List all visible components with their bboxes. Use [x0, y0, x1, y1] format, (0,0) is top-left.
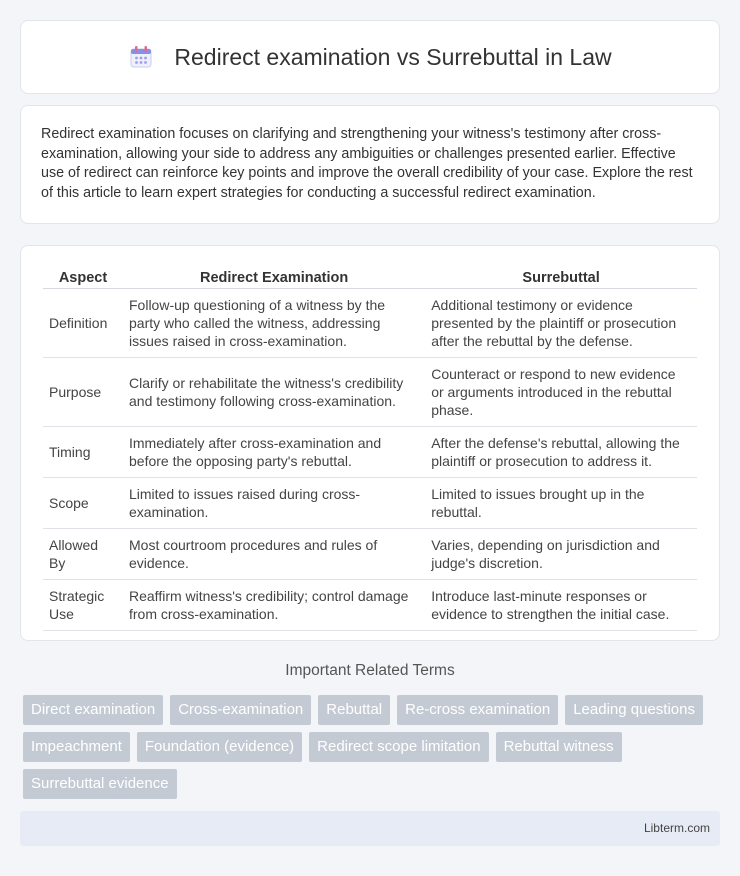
aspect-cell: Allowed By: [43, 529, 123, 580]
aspect-cell: Timing: [43, 427, 123, 478]
table-header-row: [43, 264, 697, 289]
redirect-cell: Clarify or rehabilitate the witness's credibility and testimony following cross-examination.: [123, 358, 425, 427]
redirect-cell: Limited to issues raised during cross-examination.: [123, 478, 425, 529]
aspect-cell: Definition: [43, 289, 123, 358]
footer: [20, 811, 720, 846]
surrebuttal-cell: After the defense's rebuttal, allowing the plaintiff or prosecution to address it.: [425, 427, 697, 478]
redirect-cell: Reaffirm witness's credibility; control damage from cross-examination.: [123, 580, 425, 631]
surrebuttal-cell: Counteract or respond to new evidence or arguments introduced in the rebuttal phase.: [425, 358, 697, 427]
table-row: [43, 289, 697, 358]
table-row: [43, 427, 697, 478]
related-terms-heading: Important Related Terms: [285, 662, 455, 679]
comparison-table: [43, 264, 697, 631]
table-row: [43, 358, 697, 427]
surrebuttal-cell: Additional testimony or evidence presented by the plaintiff or prosecution after the rebuttal by the defense.: [425, 289, 697, 358]
surrebuttal-cell: Introduce last-minute responses or evidence to strengthen the initial case.: [425, 580, 697, 631]
redirect-cell: Follow-up questioning of a witness by the party who called the witness, addressing issues raised in cross-examination.: [123, 289, 425, 358]
header-aspect: Aspect: [43, 264, 123, 289]
related-term-tag[interactable]: Re-cross examination: [397, 695, 558, 725]
related-term-tag[interactable]: Leading questions: [565, 695, 703, 725]
related-term-tag[interactable]: Surrebuttal evidence: [23, 769, 177, 799]
aspect-cell: Purpose: [43, 358, 123, 427]
related-term-tag[interactable]: Direct examination: [23, 695, 163, 725]
comparison-table-card: [20, 245, 720, 641]
table-row: [43, 580, 697, 631]
table-row: [43, 478, 697, 529]
surrebuttal-cell: Varies, depending on jurisdiction and judge's discretion.: [425, 529, 697, 580]
related-term-tag[interactable]: Foundation (evidence): [137, 732, 302, 762]
surrebuttal-cell: Limited to issues brought up in the rebuttal.: [425, 478, 697, 529]
header-surrebuttal: Surrebuttal: [425, 264, 697, 289]
calendar-icon: [128, 44, 154, 70]
intro-paragraph: Redirect examination focuses on clarifying and strengthening your witness's testimony after cross-examination, allowing your side to address any ambiguities or challenges presented earlier. Effective use of redirect can reinforce key points and improve the overall credibility of your case. Explore the rest of this article to learn expert strategies for conducting a successful redirect examination.: [41, 126, 693, 201]
aspect-cell: Strategic Use: [43, 580, 123, 631]
related-term-tag[interactable]: Rebuttal: [318, 695, 390, 725]
related-term-tag[interactable]: Redirect scope limitation: [309, 732, 488, 762]
header-card: [20, 20, 720, 94]
related-term-tag[interactable]: Impeachment: [23, 732, 130, 762]
related-term-tag[interactable]: Rebuttal witness: [496, 732, 622, 762]
page-title: Redirect examination vs Surrebuttal in Law: [174, 43, 612, 70]
footer-site-link[interactable]: Libterm.com: [643, 821, 710, 835]
aspect-cell: Scope: [43, 478, 123, 529]
table-row: [43, 529, 697, 580]
redirect-cell: Most courtroom procedures and rules of evidence.: [123, 529, 425, 580]
redirect-cell: Immediately after cross-examination and before the opposing party's rebuttal.: [123, 427, 425, 478]
related-terms-list: [23, 695, 723, 799]
related-term-tag[interactable]: Cross-examination: [170, 695, 311, 725]
header-redirect: Redirect Examination: [123, 264, 425, 289]
intro-card: [20, 105, 720, 224]
